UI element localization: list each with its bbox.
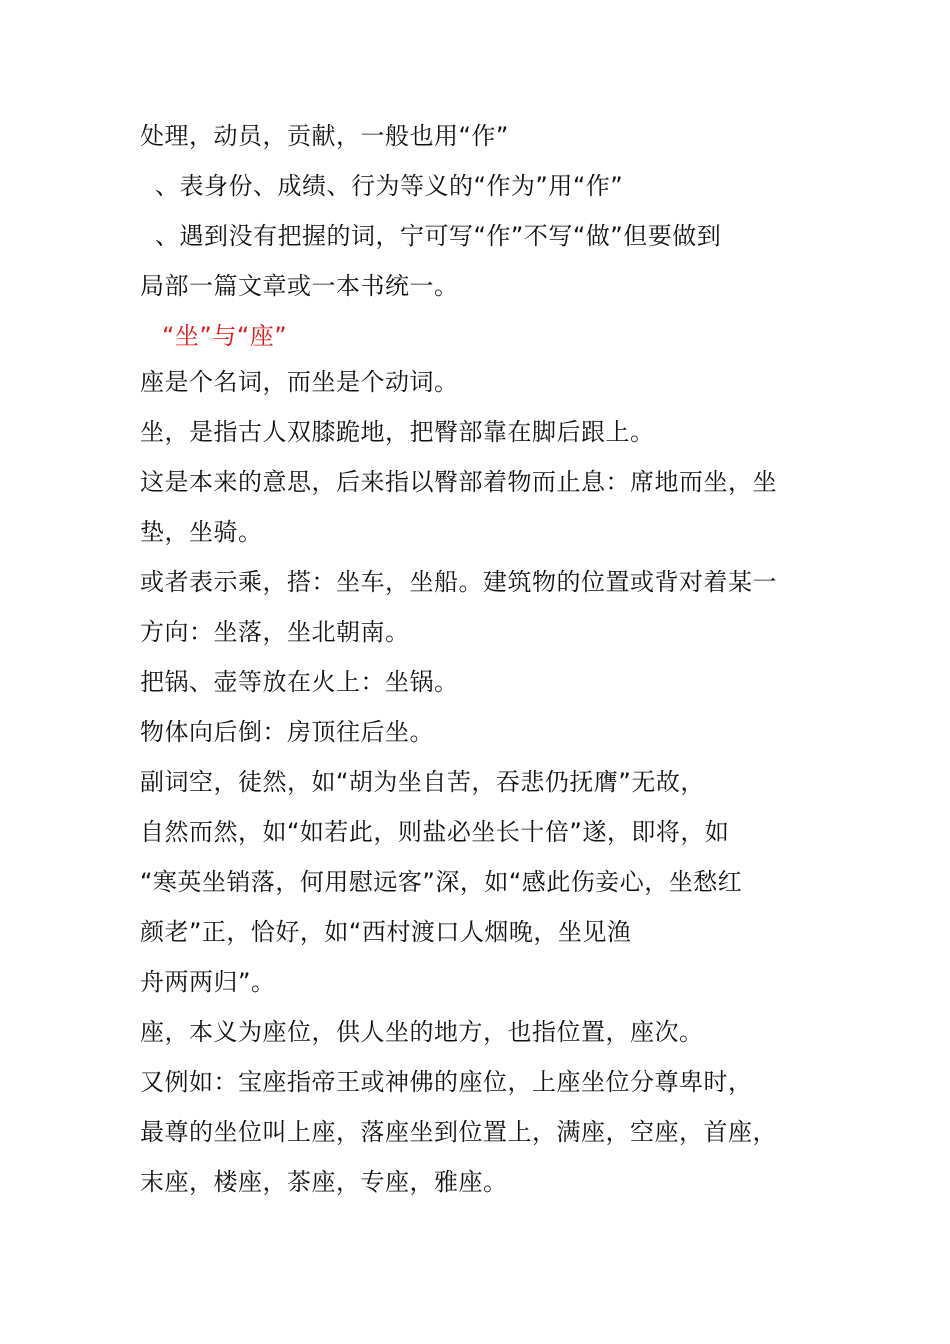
text-line: 座是个名词，而坐是个动词。 <box>140 368 459 396</box>
text-line: 物体向后倒：房顶往后坐。 <box>140 718 434 746</box>
section-heading: “坐”与“座” <box>162 322 288 350</box>
text-line: 座，本义为座位，供人坐的地方，也指位置，座次。 <box>140 1018 704 1046</box>
text-line: 垫，坐骑。 <box>140 518 263 546</box>
text-line: 或者表示乘，搭：坐车，坐船。建筑物的位置或背对着某一 <box>140 568 777 596</box>
text-line: 、表身份、成绩、行为等义的“作为”用“作” <box>155 172 624 200</box>
text-line: 处理，动员，贡献，一般也用“作” <box>140 122 509 150</box>
text-line: 舟两两归”。 <box>140 968 276 996</box>
text-line: 坐，是指古人双膝跪地，把臀部靠在脚后跟上。 <box>140 418 655 446</box>
text-line: 自然而然，如“如若此，则盐必坐长十倍”遂，即将，如 <box>140 818 730 846</box>
text-line: 最尊的坐位叫上座，落座坐到位置上，满座，空座，首座， <box>140 1118 777 1146</box>
text-line: 局部一篇文章或一本书统一。 <box>140 272 459 300</box>
text-line: 把锅、壶等放在火上：坐锅。 <box>140 668 459 696</box>
text-line: 这是本来的意思，后来指以臀部着物而止息：席地而坐，坐 <box>140 468 777 496</box>
text-line: 末座，楼座，茶座，专座，雅座。 <box>140 1168 508 1196</box>
text-line: “寒英坐销落，何用慰远客”深，如“感此伤妾心，坐愁红 <box>140 868 743 896</box>
text-line: 颜老”正，恰好，如“西村渡口人烟晚，坐见渔 <box>140 918 632 946</box>
text-line: 又例如：宝座指帝王或神佛的座位，上座坐位分尊卑时， <box>140 1068 753 1096</box>
text-line: 、遇到没有把握的词，宁可写“作”不写“做”但要做到 <box>155 222 722 250</box>
text-line: 方向：坐落，坐北朝南。 <box>140 618 410 646</box>
text-line: 副词空，徒然，如“胡为坐自苦，吞悲仍抚膺”无故， <box>140 768 705 796</box>
